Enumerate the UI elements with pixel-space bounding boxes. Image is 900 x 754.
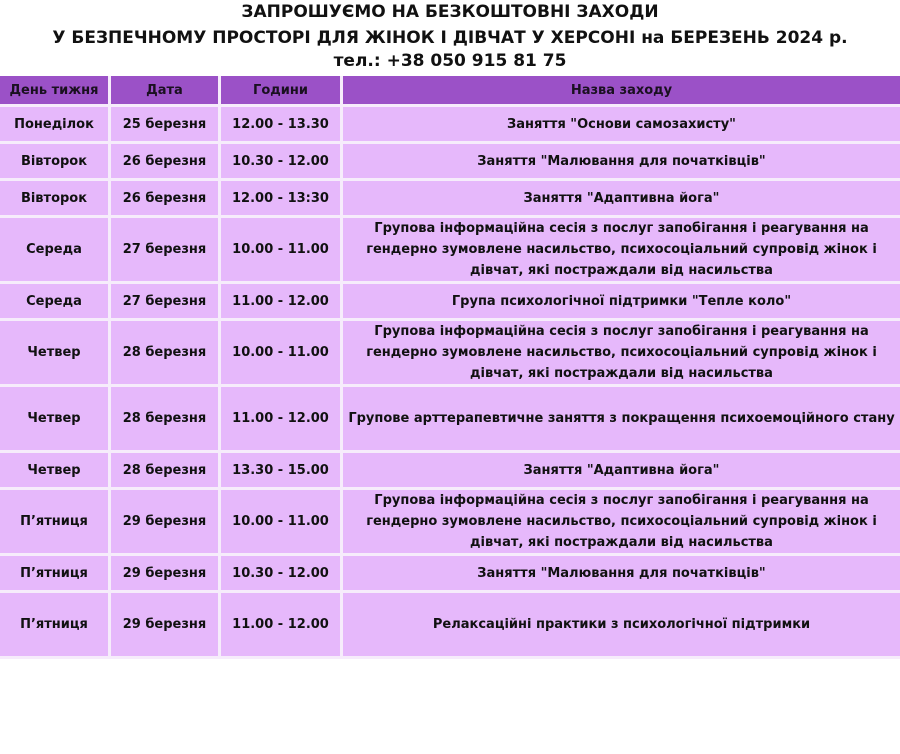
cell-day: Четвер — [0, 453, 111, 490]
schedule-table — [0, 76, 900, 659]
cell-date: 28 березня — [111, 321, 221, 387]
cell-event: Групове арттерапевтичне заняття з покращення психоемоційного стану — [343, 387, 900, 453]
cell-time: 11.00 - 12.00 — [221, 387, 343, 453]
table-row — [0, 387, 900, 453]
column-header-day: День тижня — [0, 76, 111, 107]
column-header-date: Дата — [111, 76, 221, 107]
column-header-time: Години — [221, 76, 343, 107]
cell-event: Група психологічної підтримки "Тепле коло" — [343, 284, 900, 321]
table-row — [0, 593, 900, 659]
cell-day: П’ятниця — [0, 556, 111, 593]
cell-time: 12.00 - 13:30 — [221, 181, 343, 218]
cell-date: 28 березня — [111, 453, 221, 490]
cell-time: 10.30 - 12.00 — [221, 144, 343, 181]
cell-day: П’ятниця — [0, 593, 111, 659]
table-row — [0, 284, 900, 321]
table-row — [0, 321, 900, 387]
cell-time: 10.00 - 11.00 — [221, 490, 343, 556]
table-row — [0, 107, 900, 144]
table-row — [0, 556, 900, 593]
table-row — [0, 218, 900, 284]
cell-day: Вівторок — [0, 181, 111, 218]
cell-time: 10.00 - 11.00 — [221, 218, 343, 284]
column-header-event: Назва заходу — [343, 76, 900, 107]
table-row — [0, 144, 900, 181]
cell-date: 29 березня — [111, 556, 221, 593]
cell-day: Понеділок — [0, 107, 111, 144]
cell-date: 28 березня — [111, 387, 221, 453]
phone-number: тел.: +38 050 915 81 75 — [333, 51, 567, 71]
cell-event: Заняття "Адаптивна йога" — [343, 181, 900, 218]
cell-day: Вівторок — [0, 144, 111, 181]
table-header-row — [0, 76, 900, 107]
cell-date: 26 березня — [111, 181, 221, 218]
table-row — [0, 490, 900, 556]
cell-event: Заняття "Малювання для початківців" — [343, 556, 900, 593]
table-row — [0, 181, 900, 218]
cell-day: Середа — [0, 218, 111, 284]
cell-event: Групова інформаційна сесія з послуг запобігання і реагування на гендерно зумовлене насильство, психосоціальний супровід жінок і дівчат, які постраждали від насильства — [343, 218, 900, 284]
cell-time: 10.00 - 11.00 — [221, 321, 343, 387]
title-line-2: У БЕЗПЕЧНОМУ ПРОСТОРІ ДЛЯ ЖІНОК І ДІВЧАТ У ХЕРСОНІ на БЕРЕЗЕНЬ 2024 р. — [52, 28, 848, 48]
cell-time: 12.00 - 13.30 — [221, 107, 343, 144]
cell-event: Групова інформаційна сесія з послуг запобігання і реагування на гендерно зумовлене насильство, психосоціальний супровід жінок і дівчат, які постраждали від насильства — [343, 490, 900, 556]
cell-date: 29 березня — [111, 490, 221, 556]
cell-day: Четвер — [0, 321, 111, 387]
table-row — [0, 453, 900, 490]
cell-time: 13.30 - 15.00 — [221, 453, 343, 490]
cell-day: Четвер — [0, 387, 111, 453]
cell-event: Заняття "Малювання для початківців" — [343, 144, 900, 181]
cell-date: 26 березня — [111, 144, 221, 181]
cell-event: Групова інформаційна сесія з послуг запобігання і реагування на гендерно зумовлене насильство, психосоціальний супровід жінок і дівчат, які постраждали від насильства — [343, 321, 900, 387]
cell-date: 29 березня — [111, 593, 221, 659]
cell-time: 11.00 - 12.00 — [221, 284, 343, 321]
page-header — [0, 0, 900, 76]
title-line-1: ЗАПРОШУЄМО НА БЕЗКОШТОВНІ ЗАХОДИ — [241, 2, 659, 22]
cell-day: Середа — [0, 284, 111, 321]
cell-event: Заняття "Адаптивна йога" — [343, 453, 900, 490]
cell-time: 10.30 - 12.00 — [221, 556, 343, 593]
cell-date: 27 березня — [111, 218, 221, 284]
cell-event: Заняття "Основи самозахисту" — [343, 107, 900, 144]
cell-date: 25 березня — [111, 107, 221, 144]
cell-date: 27 березня — [111, 284, 221, 321]
cell-day: П’ятниця — [0, 490, 111, 556]
cell-time: 11.00 - 12.00 — [221, 593, 343, 659]
cell-event: Релаксаційні практики з психологічної підтримки — [343, 593, 900, 659]
